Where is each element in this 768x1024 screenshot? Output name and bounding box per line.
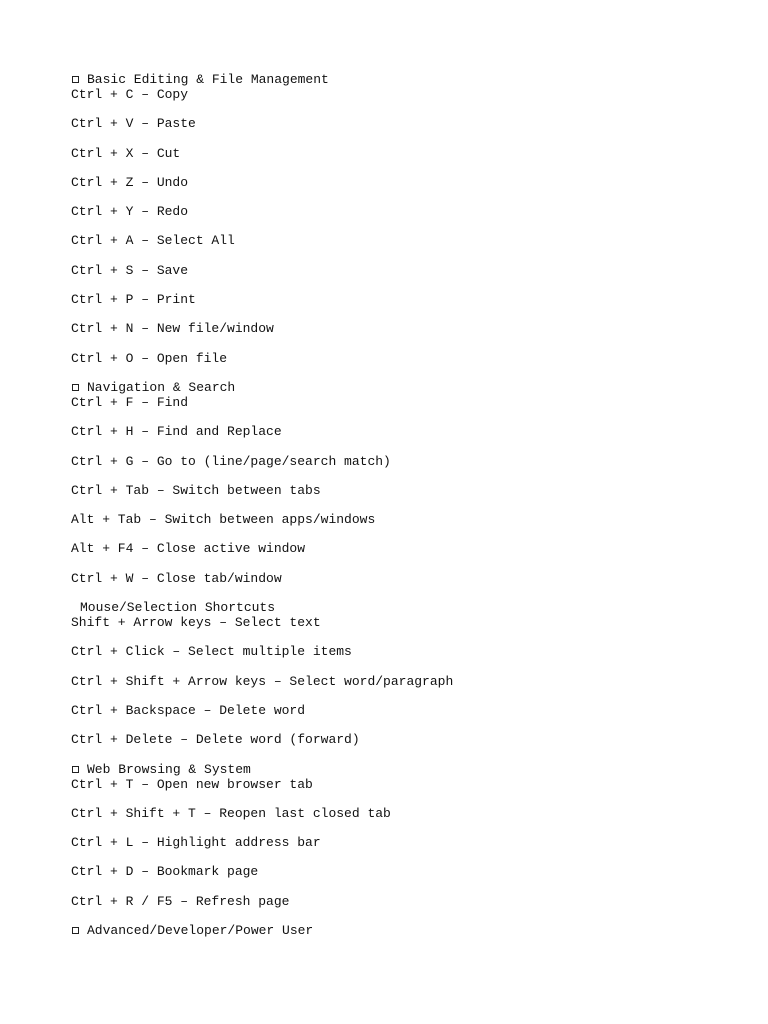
section-web-browsing	[71, 762, 731, 909]
shortcut-item: Ctrl + X – Cut	[71, 145, 181, 161]
shortcut-item: Ctrl + Click – Select multiple items	[71, 644, 352, 660]
section-heading	[71, 72, 731, 87]
section-basic-editing	[71, 72, 731, 366]
shortcut-item: Ctrl + A – Select All	[71, 233, 235, 249]
shortcut-item: Ctrl + C – Copy	[71, 87, 189, 102]
shortcut-item: Ctrl + F – Find	[71, 394, 189, 410]
shortcut-item: Ctrl + P – Print	[71, 292, 196, 308]
section-title: Advanced/Developer/Power User	[87, 923, 314, 939]
shortcut-item: Ctrl + Y – Redo	[71, 204, 189, 220]
section-title: Mouse/Selection Shortcuts	[80, 600, 276, 616]
section-heading	[71, 600, 731, 615]
shortcut-item: Ctrl + Shift + Arrow keys – Select word/paragraph	[71, 673, 454, 689]
shortcut-item: Ctrl + O – Open file	[71, 350, 228, 366]
shortcut-item: Ctrl + R / F5 – Refresh page	[71, 893, 290, 909]
shortcut-item: Ctrl + Backspace – Delete word	[71, 702, 306, 718]
section-title: Navigation & Search	[87, 379, 236, 395]
section-advanced	[71, 923, 731, 938]
section-heading	[71, 923, 731, 938]
box-glyph-icon	[72, 927, 79, 934]
shortcut-item: Ctrl + N – New file/window	[71, 321, 274, 337]
shortcut-item: Alt + Tab – Switch between apps/windows	[71, 512, 376, 528]
shortcut-item: Ctrl + Tab – Switch between tabs	[71, 482, 321, 498]
section-mouse-selection	[71, 600, 731, 747]
shortcut-item: Ctrl + Delete – Delete word (forward)	[71, 732, 360, 748]
section-navigation-search	[71, 380, 731, 586]
shortcut-item: Ctrl + V – Paste	[71, 116, 196, 132]
shortcut-item: Ctrl + G – Go to (line/page/search match)	[71, 453, 391, 469]
section-heading	[71, 762, 731, 777]
shortcut-item: Ctrl + T – Open new browser tab	[71, 776, 313, 792]
section-title: Basic Editing & File Management	[87, 72, 329, 87]
shortcut-item: Ctrl + H – Find and Replace	[71, 424, 282, 440]
shortcut-item: Shift + Arrow keys – Select text	[71, 615, 321, 631]
shortcut-item: Ctrl + S – Save	[71, 262, 189, 278]
box-glyph-icon	[72, 766, 79, 773]
section-heading	[71, 380, 731, 395]
document-page	[71, 72, 731, 938]
box-glyph-icon	[72, 384, 79, 391]
shortcut-item: Ctrl + W – Close tab/window	[71, 570, 282, 586]
shortcut-item: Ctrl + D – Bookmark page	[71, 864, 259, 880]
shortcut-item: Alt + F4 – Close active window	[71, 541, 306, 557]
shortcut-item: Ctrl + Shift + T – Reopen last closed tab	[71, 805, 391, 821]
blank-glyph-icon	[71, 604, 73, 611]
shortcut-item: Ctrl + Z – Undo	[71, 174, 189, 190]
section-title: Web Browsing & System	[87, 761, 251, 777]
box-glyph-icon	[72, 76, 79, 83]
shortcut-item: Ctrl + L – Highlight address bar	[71, 835, 321, 851]
